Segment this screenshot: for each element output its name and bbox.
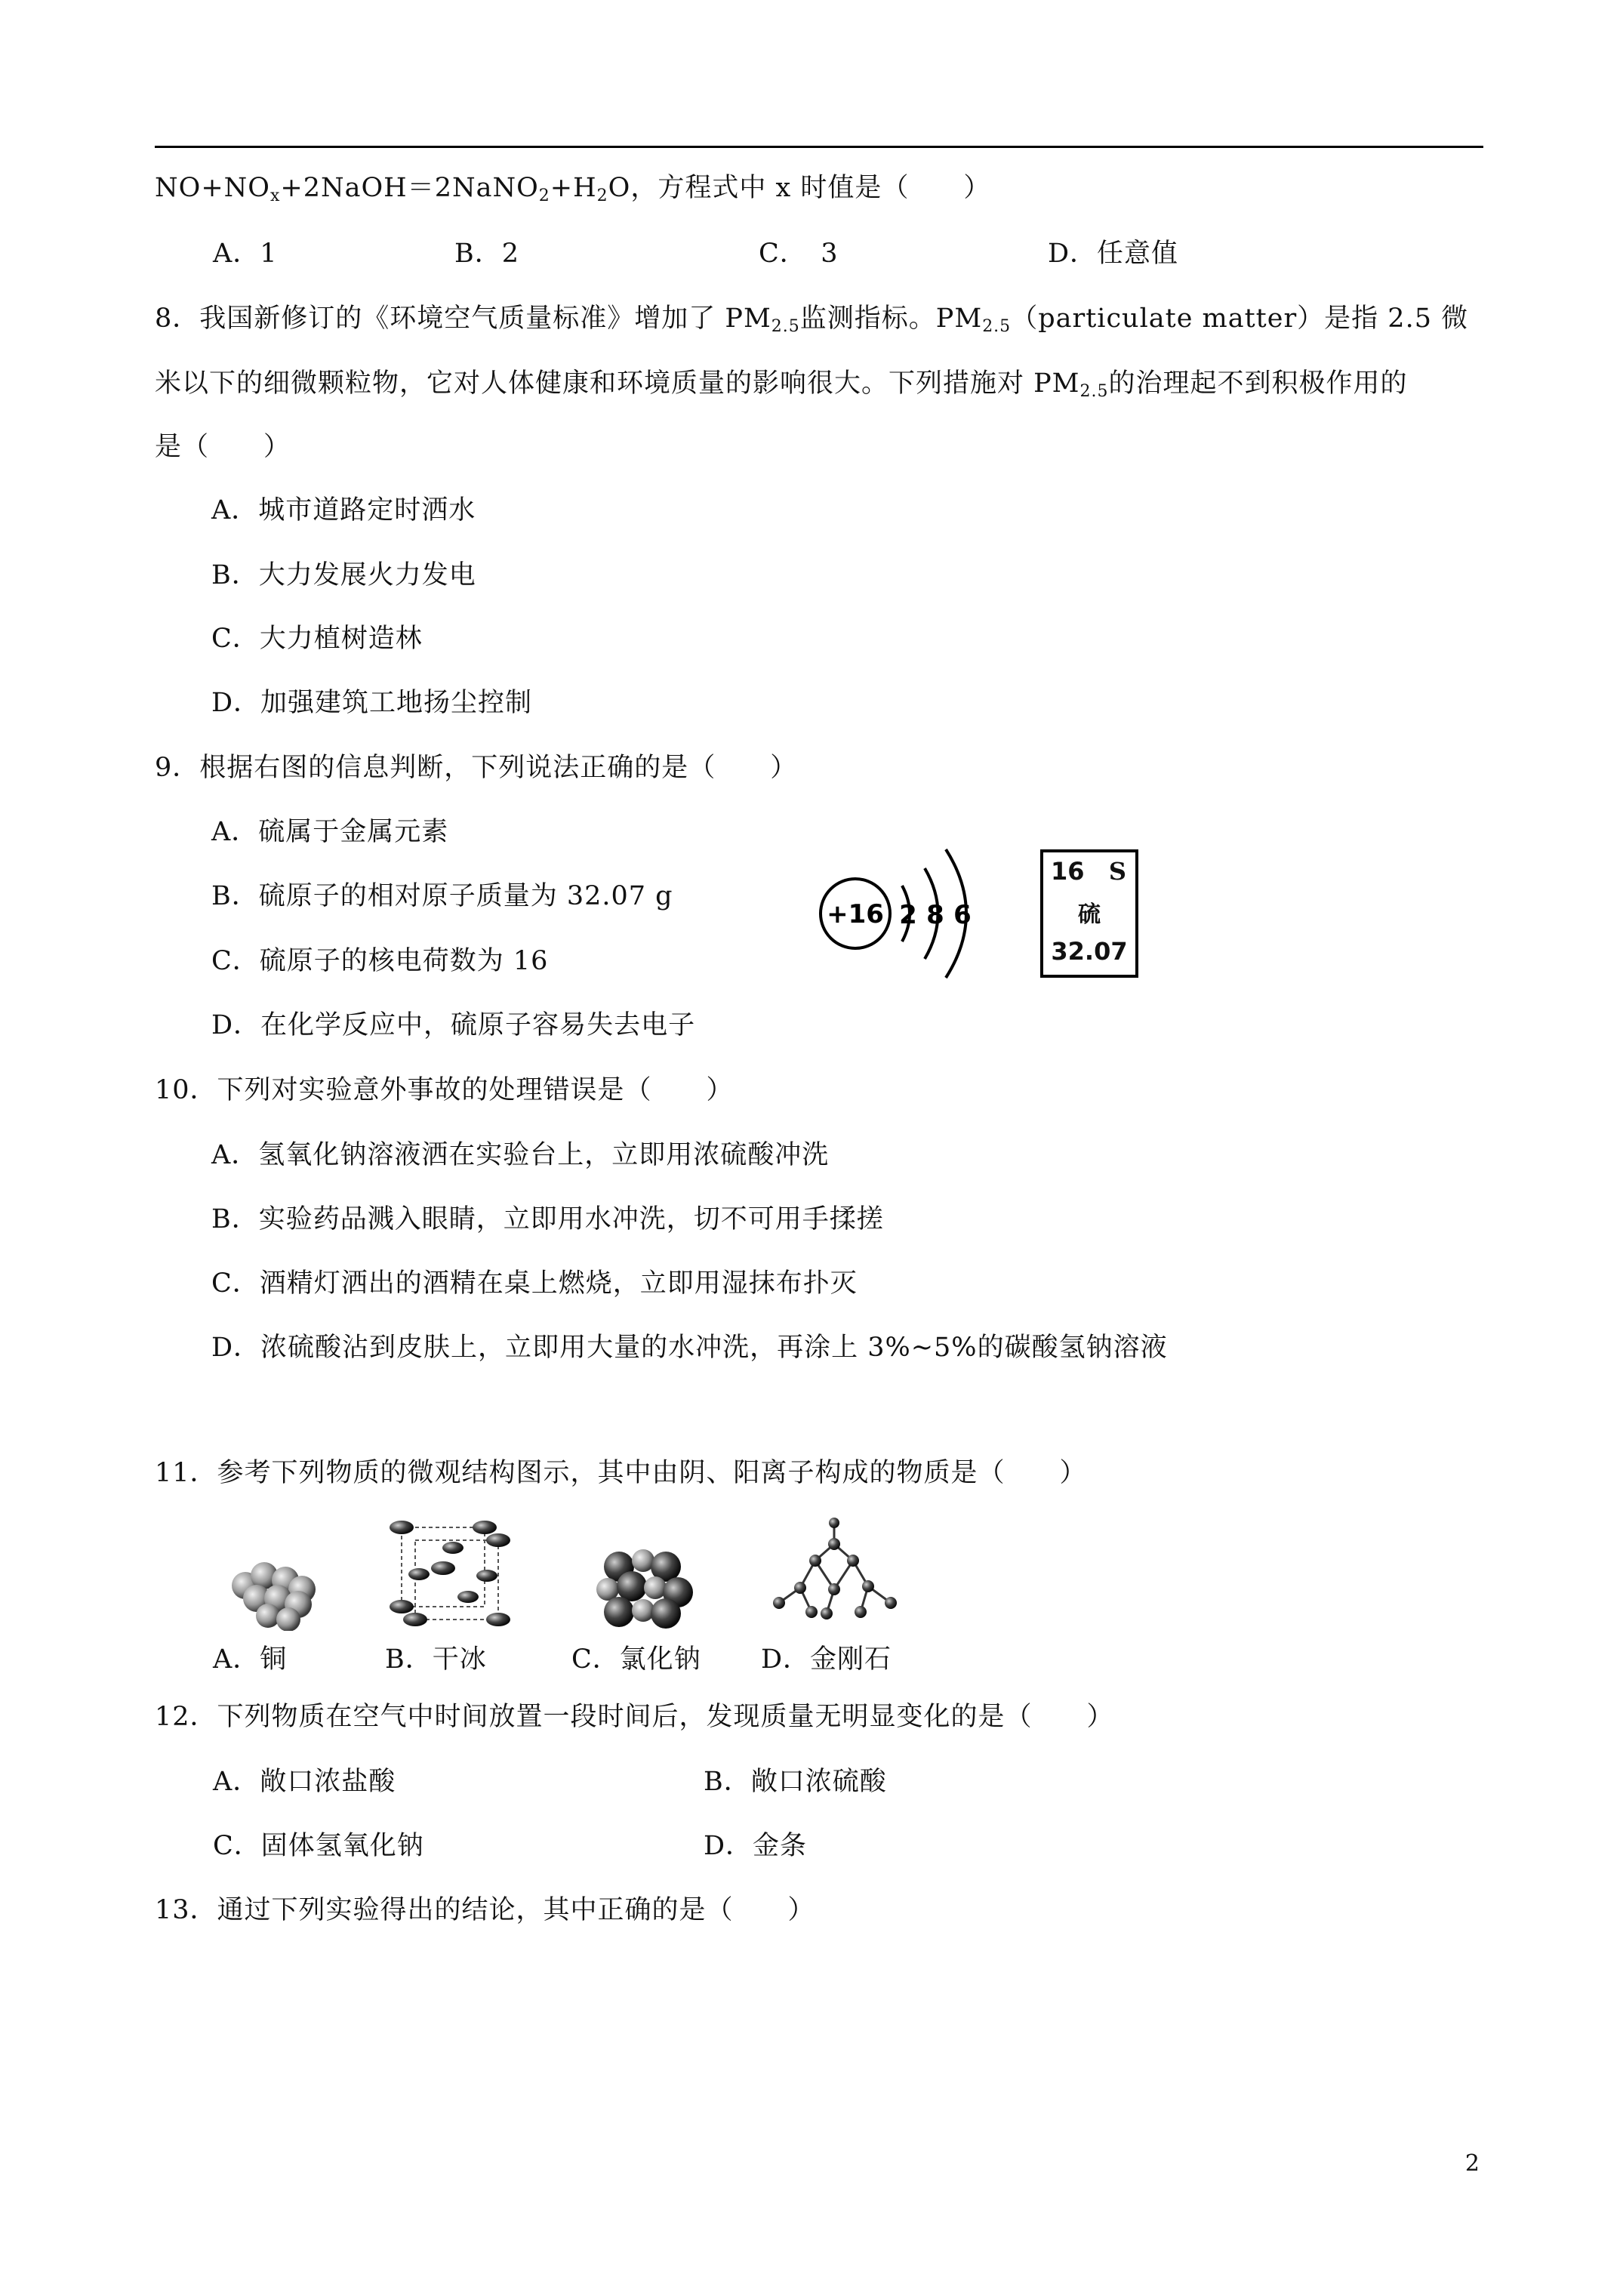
shell-electrons-3: 6 bbox=[953, 900, 972, 930]
q7-option-a[interactable]: A．1 bbox=[213, 239, 278, 269]
q12-option-c[interactable]: C．固体氢氧化钠 bbox=[213, 1831, 424, 1861]
q9-option-a[interactable]: A．硫属于金属元素 bbox=[211, 817, 449, 847]
q10-option-c[interactable]: C．酒精灯洒出的酒精在桌上燃烧，立即用湿抹布扑灭 bbox=[211, 1268, 858, 1299]
q9-option-c[interactable]: C．硫原子的核电荷数为 16 bbox=[211, 946, 549, 976]
dry-ice-structure-image bbox=[390, 1521, 510, 1626]
shell-electrons-2: 8 bbox=[926, 900, 944, 930]
atomic-mass: 32.07 bbox=[1051, 937, 1128, 966]
q9-stem: 9．根据右图的信息判断，下列说法正确的是（ ） bbox=[155, 753, 798, 783]
nucleus-charge: +16 bbox=[827, 899, 884, 929]
q9-option-b[interactable]: B．硫原子的相对原子质量为 32.07 g bbox=[211, 881, 673, 911]
q9-option-d[interactable]: D．在化学反应中，硫原子容易失去电子 bbox=[211, 1010, 696, 1040]
q11-option-a[interactable]: A．铜 bbox=[213, 1644, 288, 1675]
q10-stem: 10．下列对实验意外事故的处理错误是（ ） bbox=[155, 1075, 734, 1105]
diamond-structure-image bbox=[773, 1518, 897, 1620]
q8-stem-line3: 是（ ） bbox=[155, 432, 291, 462]
element-name: 硫 bbox=[1078, 901, 1101, 928]
q11-option-c[interactable]: C．氯化钠 bbox=[571, 1644, 701, 1675]
q12-option-b[interactable]: B．敞口浓硫酸 bbox=[704, 1767, 887, 1797]
sodium-chloride-structure-image bbox=[596, 1549, 693, 1629]
q8-stem-line2: 米以下的细微颗粒物，它对人体健康和环境质量的影响很大。下列措施对 $PM_{2.5}$的治理起不到积极作用的 bbox=[155, 368, 1408, 401]
q12-option-a[interactable]: A．敞口浓盐酸 bbox=[213, 1767, 396, 1797]
q8-option-a[interactable]: A．城市道路定时洒水 bbox=[211, 495, 476, 525]
q13-stem: 13．通过下列实验得出的结论，其中正确的是（ ） bbox=[155, 1895, 815, 1925]
q10-option-b[interactable]: B．实验药品溅入眼睛，立即用水冲洗，切不可用手揉搓 bbox=[211, 1204, 884, 1234]
q10-option-d[interactable]: D．浓硫酸沾到皮肤上，立即用大量的水冲洗，再涂上 3%~5%的碳酸氢钠溶液 bbox=[211, 1333, 1168, 1363]
q7-option-d[interactable]: D．任意值 bbox=[1048, 239, 1179, 269]
q12-option-d[interactable]: D．金条 bbox=[704, 1831, 808, 1861]
q8-option-d[interactable]: D．加强建筑工地扬尘控制 bbox=[211, 688, 533, 718]
micro-structure-images bbox=[226, 1514, 951, 1631]
element-symbol: S bbox=[1108, 857, 1126, 886]
page-number: 2 bbox=[1464, 2150, 1480, 2177]
q11-option-d[interactable]: D．金刚石 bbox=[761, 1644, 892, 1675]
q7-option-c[interactable]: C． 3 bbox=[759, 239, 839, 269]
copper-structure-image bbox=[232, 1562, 316, 1631]
q8-stem-line1: 8．我国新修订的《环境空气质量标准》增加了 $PM_{2.5}$监测指标。$PM_{2.5}(particulate$ matter）是指 2.5 微 bbox=[155, 304, 1469, 336]
shell-electrons-1: 2 bbox=[899, 900, 917, 930]
atomic-number: 16 bbox=[1051, 857, 1085, 886]
q7-equation: $NO+NO_x+2NaOH=2NaNO_2+H_2O$，方程式中 x 时值是（ ） bbox=[155, 173, 991, 205]
header-rule bbox=[155, 146, 1483, 148]
q11-option-b[interactable]: B．干冰 bbox=[385, 1644, 487, 1675]
q12-stem: 12．下列物质在空气中时间放置一段时间后，发现质量无明显变化的是（ ） bbox=[155, 1702, 1114, 1732]
q8-option-b[interactable]: B．大力发展火力发电 bbox=[211, 560, 476, 590]
q11-stem: 11．参考下列物质的微观结构图示，其中由阴、阳离子构成的物质是（ ） bbox=[155, 1458, 1087, 1488]
q7-option-b[interactable]: B．2 bbox=[454, 239, 519, 269]
q8-option-c[interactable]: C．大力植树造林 bbox=[211, 624, 423, 654]
periodic-table-cell bbox=[1040, 849, 1138, 978]
q10-option-a[interactable]: A．氢氧化钠溶液洒在实验台上，立即用浓硫酸冲洗 bbox=[211, 1140, 830, 1170]
